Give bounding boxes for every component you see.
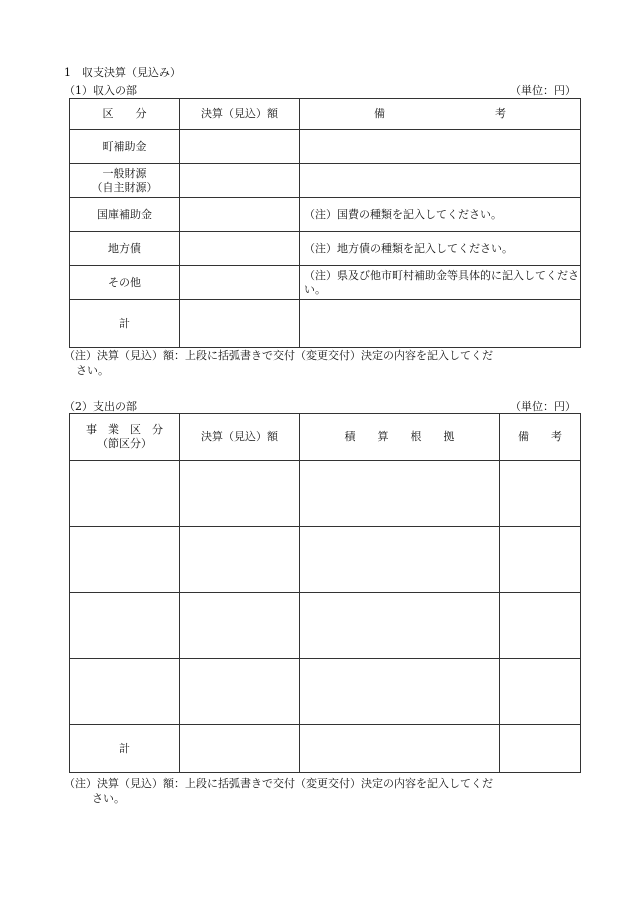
income-table bbox=[69, 98, 581, 348]
remarks-cell[interactable] bbox=[500, 461, 581, 527]
expense-row bbox=[70, 461, 581, 527]
expense-header-row bbox=[70, 414, 581, 461]
amount-cell[interactable] bbox=[180, 198, 300, 232]
income-row bbox=[70, 130, 581, 164]
remarks-cell[interactable] bbox=[500, 593, 581, 659]
expense-row bbox=[70, 659, 581, 725]
income-row bbox=[70, 232, 581, 266]
amount-cell[interactable] bbox=[180, 659, 300, 725]
row-label: 地方債 bbox=[70, 232, 180, 266]
remarks-cell[interactable]: （注）国費の種類を記入してください。 bbox=[300, 198, 581, 232]
income-row bbox=[70, 164, 581, 198]
basis-cell[interactable] bbox=[300, 593, 500, 659]
row-label: 国庫補助金 bbox=[70, 198, 180, 232]
header-amount: 決算（見込）額 bbox=[180, 99, 300, 130]
remarks-cell[interactable] bbox=[300, 130, 581, 164]
expense-row bbox=[70, 593, 581, 659]
expense-row bbox=[70, 527, 581, 593]
basis-cell[interactable] bbox=[300, 527, 500, 593]
remarks-cell[interactable]: （注）地方債の種類を記入してください。 bbox=[300, 232, 581, 266]
remarks-cell[interactable] bbox=[500, 527, 581, 593]
category-cell[interactable] bbox=[70, 527, 180, 593]
total-label: 計 bbox=[70, 725, 180, 773]
header-remarks: 備 考 bbox=[300, 99, 581, 130]
amount-cell[interactable] bbox=[180, 527, 300, 593]
income-footnote: （注）決算（見込）額：上段に括弧書きで交付（変更交付）決定の内容を記入してくだ さい。 bbox=[64, 349, 493, 377]
amount-cell[interactable] bbox=[180, 164, 300, 198]
row-label: 町補助金 bbox=[70, 130, 180, 164]
header-remarks: 備 考 bbox=[500, 414, 581, 461]
amount-cell[interactable] bbox=[180, 593, 300, 659]
amount-cell[interactable] bbox=[180, 461, 300, 527]
expense-unit-label: （単位：円） bbox=[510, 400, 576, 413]
total-remarks-cell[interactable] bbox=[300, 300, 581, 348]
total-basis-cell[interactable] bbox=[300, 725, 500, 773]
row-label: その他 bbox=[70, 266, 180, 300]
category-cell[interactable] bbox=[70, 659, 180, 725]
remarks-cell[interactable] bbox=[500, 659, 581, 725]
document-heading: 1 収支決算（見込み） bbox=[64, 66, 181, 79]
total-label: 計 bbox=[70, 300, 180, 348]
income-row bbox=[70, 198, 581, 232]
income-header-row bbox=[70, 99, 581, 130]
expense-table bbox=[69, 413, 581, 773]
income-row bbox=[70, 266, 581, 300]
total-amount-cell[interactable] bbox=[180, 300, 300, 348]
header-amount: 決算（見込）額 bbox=[180, 414, 300, 461]
income-section-title: （1）収入の部 bbox=[64, 84, 137, 97]
header-basis: 積 算 根 拠 bbox=[300, 414, 500, 461]
income-unit-label: （単位：円） bbox=[510, 84, 576, 97]
amount-cell[interactable] bbox=[180, 232, 300, 266]
total-amount-cell[interactable] bbox=[180, 725, 300, 773]
category-cell[interactable] bbox=[70, 461, 180, 527]
total-remarks-cell[interactable] bbox=[500, 725, 581, 773]
expense-footnote: （注）決算（見込）額：上段に括弧書きで交付（変更交付）決定の内容を記入してくだ さい。 bbox=[64, 777, 493, 805]
amount-cell[interactable] bbox=[180, 266, 300, 300]
basis-cell[interactable] bbox=[300, 461, 500, 527]
remarks-cell[interactable] bbox=[300, 164, 581, 198]
income-total-row bbox=[70, 300, 581, 348]
row-label: 一般財源 （自主財源） bbox=[70, 164, 180, 198]
category-cell[interactable] bbox=[70, 593, 180, 659]
amount-cell[interactable] bbox=[180, 130, 300, 164]
basis-cell[interactable] bbox=[300, 659, 500, 725]
expense-total-row bbox=[70, 725, 581, 773]
header-category: 区 分 bbox=[70, 99, 180, 130]
remarks-cell[interactable]: （注）県及び他市町村補助金等具体的に記入してください。 bbox=[300, 266, 581, 300]
header-business-category: 事 業 区 分 （節区分） bbox=[70, 414, 180, 461]
expense-section-title: （2）支出の部 bbox=[64, 400, 137, 413]
